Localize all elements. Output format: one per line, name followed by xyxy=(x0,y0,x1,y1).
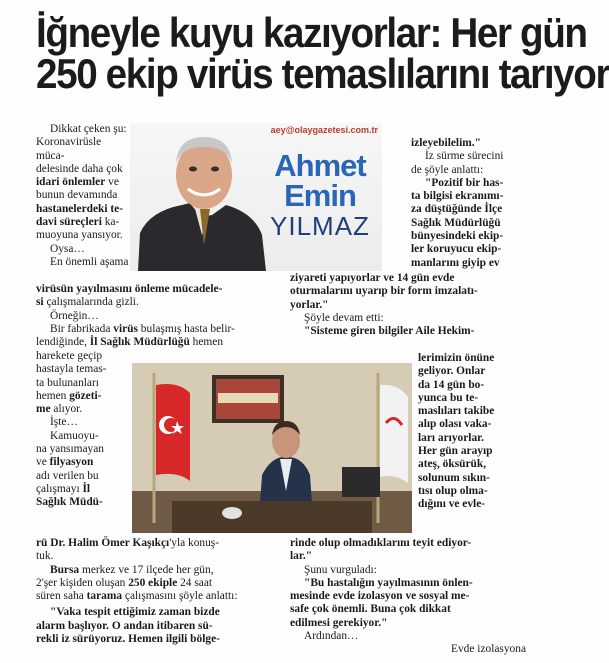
text-bold: filyasyon xyxy=(49,456,94,469)
office-photo xyxy=(132,363,412,533)
text-span: En önemli aşama xyxy=(50,255,129,268)
text-bold: 250 ekiple xyxy=(128,576,178,589)
text-span: süren saha xyxy=(36,590,87,603)
director-office-image xyxy=(132,363,412,533)
text-bold: maslıları takibe xyxy=(418,405,495,418)
text-span: merkez ve 17 ilçede her gün, xyxy=(79,563,214,576)
text-bold: yorlar." xyxy=(290,298,329,311)
text-bold: da 14 gün bo- xyxy=(418,378,485,391)
text-span: ve xyxy=(105,176,119,189)
text-bold: Sağlık Müdürlüğü xyxy=(411,216,501,229)
text-span: delesinde daha çok xyxy=(36,162,123,175)
text-bold: hastanelerdeki te- xyxy=(36,202,123,215)
text-bold: manlarını giyip ev xyxy=(411,256,500,269)
text-span: Bir fabrikada xyxy=(50,322,114,335)
text-bold: İl Sağlık Müdürlüğü xyxy=(89,336,190,349)
text-bold: tarama xyxy=(86,590,123,603)
author-name xyxy=(262,148,378,241)
author-email[interactable]: aey@olaygazetesi.com.tr xyxy=(270,125,378,135)
text-bold: rü Dr. Halim Ömer Kaşıkçı xyxy=(36,537,170,549)
text-bold: İl xyxy=(82,482,91,495)
author-last-name: YILMAZ xyxy=(270,211,370,241)
text-bold: gözeti- xyxy=(69,389,102,402)
text-span: lendiğinde, xyxy=(36,336,90,349)
right-column-wide-1 xyxy=(290,272,534,338)
text-bold: solunum sıkın- xyxy=(418,471,490,484)
text-span: Kamuoyu- xyxy=(50,429,99,442)
text-bold: Sağlık Müdü- xyxy=(36,496,103,509)
text-span: adı verilen bu xyxy=(36,469,99,482)
text-bold: mesinde evde izolasyon ve sosyal me- xyxy=(290,590,470,603)
text-bold: rinde olup olmadıklarını teyit ediyor- xyxy=(290,537,472,549)
text-bold: ateş, öksürük, xyxy=(418,458,487,471)
right-column-bottom xyxy=(290,537,536,657)
left-column-narrow xyxy=(36,123,132,269)
text-bold: lar." xyxy=(290,550,313,563)
left-column-beside-photo xyxy=(36,350,130,510)
text-bold: alarm başlıyor. O andan itibaren sü- xyxy=(36,619,213,632)
text-bold: me xyxy=(36,403,51,416)
text-bold: geliyor. Onlar xyxy=(418,365,486,378)
headline-line-2: 250 ekip virüs temaslılarını tarıyor xyxy=(36,50,609,97)
text-bold: oturmalarını uyarıp bir form imzalatı- xyxy=(290,285,478,298)
text-span: çalışmalarında gizli. xyxy=(43,296,139,309)
text-span: Şöyle devam etti: xyxy=(304,311,384,324)
right-column-top xyxy=(411,137,535,270)
text-bold: Her gün arayıp xyxy=(418,445,493,458)
text-span: Koronavirüsle müca- xyxy=(36,136,102,162)
text-bold: Bursa xyxy=(50,563,80,576)
text-span: 24 saat xyxy=(177,576,213,589)
author-middle-name: Emin xyxy=(284,178,356,213)
text-bold: alıp olası vaka- xyxy=(418,418,492,431)
text-bold: edilmesi gerekiyor." xyxy=(290,616,388,629)
text-span: ka- xyxy=(101,216,120,229)
text-span: hemen xyxy=(36,389,70,402)
text-span: harekete geçip xyxy=(36,350,103,362)
text-bold: "Bu hastalığın yayılmasının önlen- xyxy=(304,576,473,589)
right-column-beside-photo xyxy=(418,352,536,512)
text-bold: "Vaka tespit ettiğimiz zaman bizde xyxy=(50,606,220,619)
text-span: İz sürme sürecini xyxy=(425,150,504,163)
text-span: hastayla temas- xyxy=(36,363,107,376)
text-bold: rekli iz sürüyoruz. Hemen ilgili bölge- xyxy=(36,633,220,646)
author-photo xyxy=(130,123,382,271)
headline-line-1: İğneyle kuyu kazıyorlar: Her gün xyxy=(36,9,587,56)
text-bold: ta bilgisi ekranımı- xyxy=(411,190,504,203)
text-span: ta bulunanları xyxy=(36,376,99,389)
text-span: de şöyle anlattı: xyxy=(411,163,484,176)
text-span: ve xyxy=(36,456,50,469)
text-bold: za düştüğünde İlçe xyxy=(411,203,503,216)
text-span: na yansımayan xyxy=(36,443,105,456)
text-span: çalışmayı xyxy=(36,482,83,495)
text-span: tuk. xyxy=(36,550,54,563)
text-span: bulaşmış hasta belir- xyxy=(137,322,235,335)
text-bold: davi süreçleri xyxy=(36,216,102,229)
text-span: Ardından… xyxy=(304,630,359,643)
text-bold: ler koruyucu ekip- xyxy=(411,243,502,256)
text-bold: lerimizin önüne xyxy=(418,352,495,364)
text-bold: ziyareti yapıyorlar ve 14 gün evde xyxy=(290,272,455,284)
left-column-wide xyxy=(36,283,276,349)
text-bold: "Pozitif bir has- xyxy=(425,176,504,189)
author-first-name: Ahmet xyxy=(274,148,366,183)
text-span: muoyuna yansıyor. xyxy=(36,229,123,242)
text-bold: si xyxy=(36,296,44,309)
text-span: İşte… xyxy=(50,416,78,429)
text-span: bunun devamında xyxy=(36,189,118,202)
text-span: Oysa… xyxy=(50,242,85,255)
text-bold: bünyesindeki ekip- xyxy=(411,230,504,243)
text-bold: "Sisteme giren bilgiler Aile Hekim- xyxy=(304,325,475,338)
text-span: Dikkat çeken şu: xyxy=(50,123,127,135)
text-bold: yunca bu te- xyxy=(418,391,479,404)
text-span: Şunu vurguladı: xyxy=(304,563,377,576)
text-bold: dığını ve evle- xyxy=(418,498,486,511)
text-bold: idari önlemler xyxy=(36,176,106,189)
text-bold: ları arıyorlar. xyxy=(418,431,485,444)
text-bold: virüs xyxy=(113,322,138,335)
text-span: Örneğin… xyxy=(50,309,99,322)
text-span: alıyor. xyxy=(50,403,83,416)
text-bold: izleyebilelim." xyxy=(411,137,481,149)
text-bold: safe çok önemli. Buna çok dikkat xyxy=(290,603,451,616)
text-span: hemen xyxy=(189,336,224,349)
headline xyxy=(36,9,609,97)
text-span: çalışmasını şöyle anlattı: xyxy=(122,590,238,603)
text-span: 'yla konuş- xyxy=(169,537,220,549)
text-span: 2'şer kişiden oluşan xyxy=(36,576,129,589)
text-bold: tısı olup olma- xyxy=(418,484,488,497)
text-bold: virüsün yayılmasını önleme mücadele- xyxy=(36,283,223,295)
text-span: Evde izolasyona xyxy=(451,643,526,656)
left-column-bottom xyxy=(36,537,280,646)
